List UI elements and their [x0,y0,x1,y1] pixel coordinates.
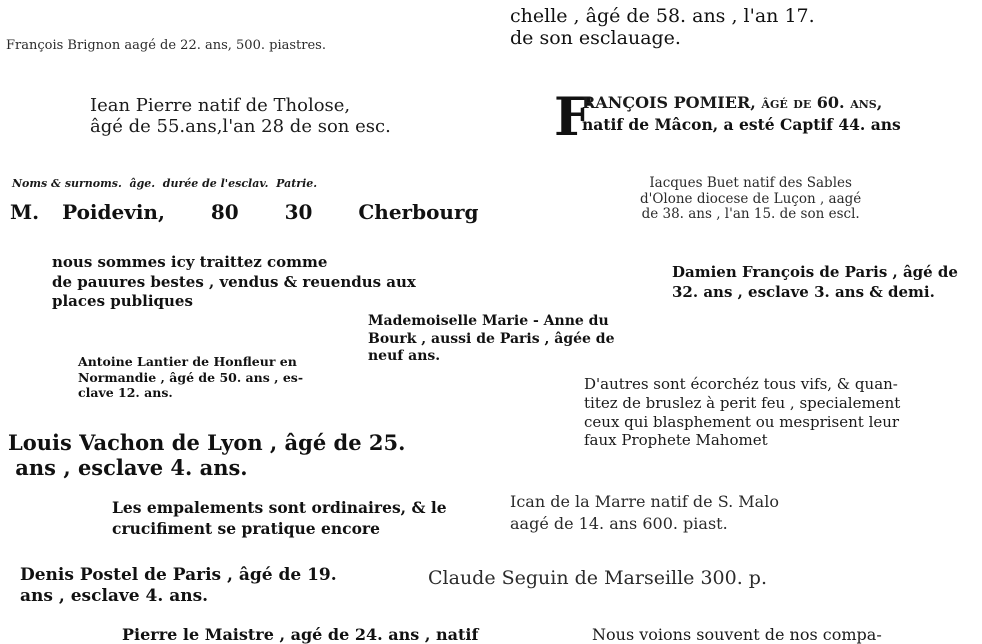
snippet-denis-postel: Denis Postel de Paris , âgé de 19. ans , esclave 4. ans. [20,565,337,607]
snippet-pierre-le-maistre: Pierre le Maistre , agé de 24. ans , natif [122,625,479,644]
pomier-line-1: RANÇOIS POMIER, âgé de 60. ans, [582,93,883,112]
snippet-nous-voions: Nous voions souvent de nos compa- [592,625,882,644]
snippet-empalements: Les empalements sont ordinaires, & le crucifiment se pratique encore [112,498,447,538]
snippet-louis-vachon: Louis Vachon de Lyon , âgé de 25. ans , esclave 4. ans. [8,430,406,481]
snippet-francois-brignon: François Brignon aagé de 22. ans, 500. piastres. [6,38,326,53]
snippet-chelle: chelle , âgé de 58. ans , l'an 17. de son esclauage. [510,5,815,49]
snippet-iean-de-la-marre: Ican de la Marre natif de S. Malo aagé de 14. ans 600. piast. [510,492,779,533]
snippet-iean-pierre: Iean Pierre natif de Tholose, âgé de 55.ans,l'an 28 de son esc. [90,95,391,137]
snippet-iacques-buet: Iacques Buet natif des Sables d'Olone diocese de Luçon , aagé de 38. ans , l'an 15. de son escl. [640,175,862,223]
snippet-damien-francois: Damien François de Paris , âgé de 32. ans , esclave 3. ans & demi. [672,263,958,301]
table-data-row: M. Poidevin, 80 30 Cherbourg [10,200,479,224]
pomier-line-2: natif de Mâcon, a esté Captif 44. ans [582,115,901,134]
snippet-poidevin-table [10,176,479,236]
snippet-pauures-bestes: nous sommes icy traittez comme de pauures bestes , vendus & reuendus aux places publiques [52,253,416,310]
snippet-dautres-ecorchez: D'autres sont écorchéz tous vifs, & quan- titez de bruslez à perit feu , specialement ceux qui blasphement ou mesprisent leur faux Prophete Mahomet [584,375,901,450]
table-header-row: Noms & surnoms. âge. durée de l'esclav. Patrie. [12,177,318,190]
snippet-antoine-lantier: Antoine Lantier de Honfleur en Normandie , âgé de 50. ans , es- clave 12. ans. [78,354,304,401]
drop-cap-letter: F [554,87,591,148]
snippet-claude-seguin: Claude Seguin de Marseille 300. p. [428,567,768,589]
snippet-francois-pomier [554,87,964,152]
snippet-marie-anne: Mademoiselle Marie - Anne du Bourk , aussi de Paris , âgée de neuf ans. [368,313,615,364]
